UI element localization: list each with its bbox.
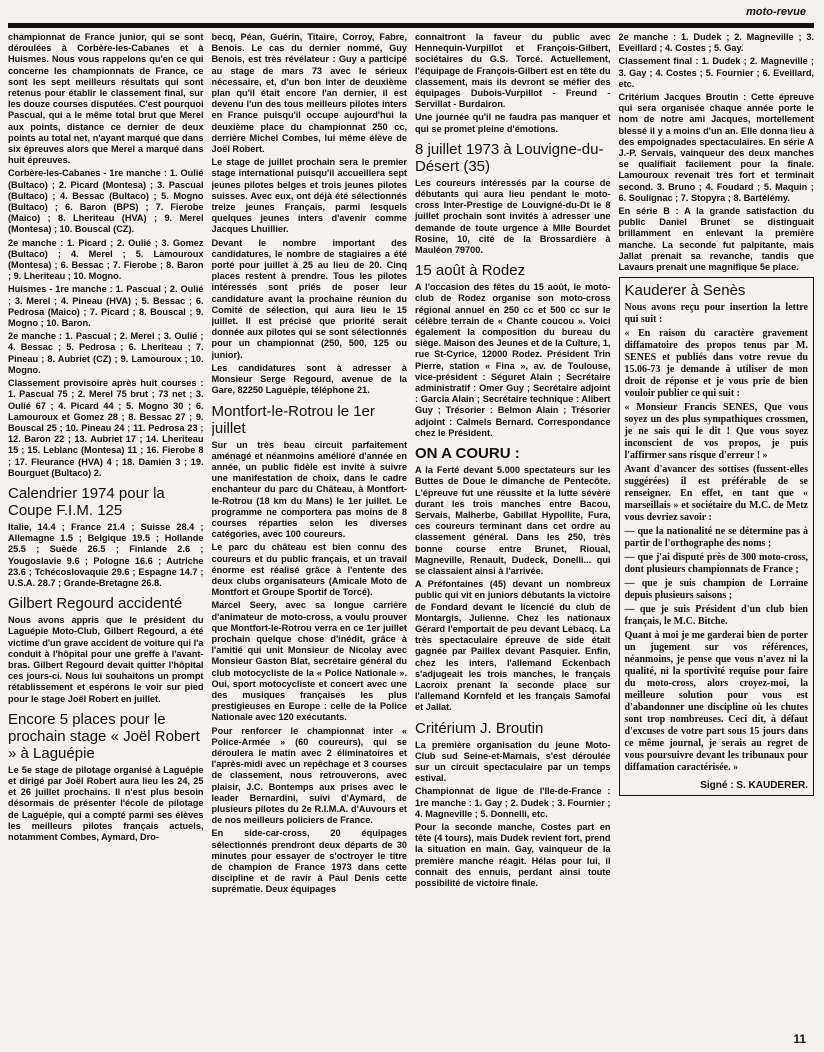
heading-regourd: Gilbert Regourd accidenté (8, 595, 183, 613)
paragraph: Les candidatures sont à adresser à Monsieur Serge Regourd, avenue de la Gare, 82250 Laguépie, téléphone 21. (211, 362, 407, 396)
heading-calendrier: Calendrier 1974 pour la Coupe F.I.M. 125 (8, 484, 165, 519)
paragraph: Pour la seconde manche, Costes part en tête (4 tours), mais Dudek revient fort, prend la situation en main. Gay, vainqueur de la première manche réagit. Hélas pour lui, il connait des ennuis, perdant ainsi toute possibilité de victoire finale. (415, 821, 611, 888)
paragraph: A la Ferté devant 5.000 spectateurs sur les Buttes de Doue le dimanche de Pentecôte. L'épreuve fut une réussite et la lutte sévère durant les trois manches entre Bacou, Servais, Malherbe, Gabillat Hypollite, Fura, ces coureurs terminant dans cet ordre au classement général. Dans les 250, très bonne course entre Brunet, Rioual, Magneville, Renault, Dudeck, Donelli... qui se classaient ainsi à l'arrivée. (415, 465, 611, 576)
paragraph: Pour renforcer le championnat inter « Police-Armée » (60 coureurs), qui se déroulera le matin avec 2 éliminatoires et l'après-midi avec un repêchage et 3 courses de classement, nous retrouverons, avec plaisir, J.C. Bontemps aux prises avec le leader Bernardini, suivi d'Aymard, de plusieurs pilotes du 2e R.I.M.A. d'Auvours et de nos meilleurs policiers de France. (211, 725, 407, 826)
heading-rodez: 15 août à Rodez (415, 262, 526, 280)
column-1 (8, 32, 204, 1027)
paragraph: Nous avons appris que le président du Laguépie Moto-Club, Gilbert Regourd, a été victime d'un grave accident de voiture qui l'a conduit à l'hôpital pour une greffe à l'avant-bras. Gilbert Regourd devait quitter l'hôpital ces jours-ci. Nous lui souhaitons un prompt rétablissement et espérons le voir sur pied pour le stage Joël Robert en juillet. (8, 615, 204, 704)
paragraph: Classement final : 1. Dudek ; 2. Magneville ; 3. Gay ; 4. Costes ; 5. Fournier ; 6. Eveillard, etc. (618, 56, 814, 89)
paragraph: Devant le nombre important des candidatures, le nombre de stagiaires a été porté pour juillet à 25 au lieu de 20. Cinq places restent à prendre. Tous les pilotes intéressés sont priés de poser leur candidature avant la prochaine réunion du Comité de sélection, qui aura lieu le 15 juillet. Il est précisé que priorité serait donnée aux pilotes qui se sont sélectionnés pour un championnat (250, 500, 125 ou junior). (211, 237, 407, 360)
paragraph: Critérium Jacques Broutin : Cette épreuve qui sera organisée chaque année porte le nom de notre ami Jacques, mortellement blessé il y a moins d'un an. Elle donna lieu à des empoignades spectaculaires. En série A J.-P. Servais, vainqueur des deux manches se qualifiait facilement pour la finale. Lamouroux revenait très fort et terminait second. 3. Bruno ; 4. Foudard ; 5. Maquin ; 6. Soulignac ; 7. Stopyra ; 8. Bartélémy. (618, 92, 814, 203)
heading-kauderer: Kauderer à Senès (624, 282, 746, 300)
column-4 (619, 32, 815, 1027)
paragraph: 2e manche : 1. Pascual ; 2. Merel ; 3. Oulié ; 4. Bessac ; 5. Pedrosa ; 6. Lheriteau ; 7. Pineau ; 8. Aubriet (CZ) ; 9. Lamouroux ; 10. Mogno. (8, 331, 204, 375)
column-2 (212, 32, 408, 1027)
paragraph: Classement provisoire après huit courses : 1. Pascual 75 ; 2. Merel 75 brut ; 73 net ; 3. Oulié 67 ; 4. Picard 44 ; 5. Mogno 30 ; 6. Lamouroux et Gomez 28 ; 8. Bessac 27 ; 9. Bouscal 25 ; 10. Pineau 24 ; 11. Pedrosa 23 ; 12. Baron 22 ; 13. Aubriet 17 ; 14. Lheriteau 15 ; 15. Leblanc (Montesa) 11 ; 16. Fierobe 8 ; 17. Fleurance (HVA) 4 ; 18. Damien 3 ; 19. Bourguet (Bultaco) 2. (8, 378, 204, 478)
header-rule (8, 23, 814, 28)
paragraph: Les coureurs intéressés par la course de débutants qui aura lieu pendant le moto-cross Inter-Prestige de Louvigné-du-Dt le 8 juillet prochain sont invités à adresser une demande de toute urgence à Mlle Bourdet Rosine, 10, cité de la Brossardière à Mauléon 79700. (415, 177, 611, 256)
paragraph: Le 5e stage de pilotage organisé à Laguépie et dirigé par Joël Robert aura lieu les 24, 25 et 26 juillet prochains. Il n'est plus besoin désormais de présenter l'école de pilotage de Laguépie, qui a compté parmi ses élèves les meilleurs pilotes français actuels, notamment Combes, Aymard, Dro- (8, 764, 204, 842)
paragraph: Huismes - 1re manche : 1. Pascual ; 2. Oulié ; 3. Merel ; 4. Pineau (HVA) ; 5. Bessac ; 6. Pedrosa (Maico) ; 7. Picard ; 8. Bouscal ; 9. Mogno ; 10. Baron. (8, 284, 204, 329)
paragraph: En side-car-cross, 20 équipages sélectionnés prendront deux départs de 30 minutes pour essayer de s'octroyer le titre de champion de France 1973 dans cette discipline et de ravir à Paul Denis cette suprématie. Deux équipages (211, 828, 407, 895)
paragraph: — que j'ai disputé près de 300 moto-cross, dont plusieurs championnats de France ; (624, 552, 808, 576)
column-3 (415, 32, 611, 1027)
heading-broutin: Critérium J. Broutin (415, 719, 544, 737)
signature: Signé : S. KAUDERER. (700, 780, 808, 792)
paragraph: Nous avons reçu pour insertion la lettre qui suit : (624, 302, 808, 326)
paragraph: Sur un très beau circuit parfaitement aménagé et néanmoins amélioré d'année en année, un public fidèle est invité à suivre une manifestation de choix, dans le cadre enchanteur du parc du Château, à Montfort-le-Rotrou (18 km du Mans) le 1er juillet. Le programme ne comportera pas moins de 8 courses réparties selon les diverses catégories, avec 100 coureurs. (211, 439, 407, 540)
article-columns (8, 32, 814, 1027)
heading-on-a-couru: ON A COURU : (415, 445, 520, 463)
paragraph: 2e manche : 1. Picard ; 2. Oulié ; 3. Gomez (Bultaco) ; 4. Merel ; 5. Lamouroux (Montesa) ; 6. Bessac ; 7. Fierobe ; 8. Baron ; 9. Lheriteau ; 10. Mogno. (8, 237, 204, 282)
paragraph: En série B : A la grande satisfaction du public Daniel Brunet se distinguait brillamment en enlevant la première manche. La seconde fut palpitante, mais Jallat prenait sa revanche, tandis que Lavaurs prenait une magnifique 5e place. (618, 206, 814, 273)
heading-stage: Encore 5 places pour le prochain stage « Joël Robert » à Laguépie (8, 710, 200, 762)
heading-louvigne: 8 juillet 1973 à Louvigne-du-Désert (35) (415, 140, 604, 175)
magazine-header: moto-revue (746, 6, 806, 18)
heading-montfort: Montfort-le-Rotrou le 1er juillet (211, 402, 375, 437)
paragraph: « Monsieur Francis SENES, Que vous soyez un des plus sympathiques crossmen, je ne sais qui le dit ! Que vous soyez inconscient de vos propos, je puis l'affirmer sans risque d'erreur ! » (624, 402, 808, 462)
paragraph: Quant à moi je me garderai bien de porter un jugement sur vos références, néanmoins, je pense que vous n'avez ni la qualité, ni la sportivité requise pour faire du moto-cross, alors croyez-moi, la meilleure solution pour vous est d'abandonner une discipline où les chutes sont trop nombreuses. Ceci dit, à défaut d'excuses de votre part sous 15 jours dans ce même journal, je serais au regret de vous poursuivre devant les tribunaux pour diffamation caractérisée. » (624, 630, 808, 774)
paragraph: — que je suis Président d'un club bien français, le M.C. Bitche. (624, 604, 808, 628)
page-number: 11 (793, 1032, 806, 1046)
paragraph: Le parc du château est bien connu des coureurs et du public français, et un travail énorme est réalisé grâce à l'entente des deux clubs organisateurs (Amicale Moto de Montfort et Groupe Sportif de Torcé). (211, 542, 407, 598)
paragraph: Italie, 14.4 ; France 21.4 ; Suisse 28.4 ; Allemagne 1.5 ; Belgique 19.5 ; Hollande 25.5 ; Suède 26.5 ; Finlande 2.6 ; Yougoslavie 9.6 ; Pologne 16.6 ; Autriche 23.6 ; Tchécoslovaquie 29.6 ; Espagne 14.7 ; U.S.A. 28.7 ; Grande-Bretagne 26.8. (8, 521, 204, 588)
paragraph: — que je suis champion de Lorraine depuis plusieurs saisons ; (624, 578, 808, 602)
paragraph: Corbère-les-Cabanes - 1re manche : 1. Oulié (Bultaco) ; 2. Picard (Montesa) ; 3. Pascual (Bultaco) ; 4. Bessac (Bultaco) ; 5. Mogno (Bultaco) ; 6. Baron (BPS) ; 7. Fierobe (Maico) ; 8. Lheriteau (HVA) ; 9. Merel (Montesa) ; 10. Bouscal (CZ). (8, 168, 204, 235)
paragraph: Avant d'avancer des sottises (fussent-elles suggérées) il est préférable de se renseigner. En effet, en tant que « marseillais » et sociétaire du M.C. de Metz vous devriez savoir : (624, 464, 808, 524)
paragraph: A Préfontaines (45) devant un nombreux public qui vit en juniors débutants la victoire de Fondard devant le licencié du club de Montargis, Julienne. Chez les nationaux Gérard l'emportait de peu devant Lebacq. La très spectaculaire épreuve de side était gagnée par Paillex devant Pasquier. Enfin, chez les inters, l'allemand Eckenbach s'adjugeait les trois manches, le français Lacroix prenant la seconde place sur l'allemand Kornfeld et les français Samofal et Jallat. (415, 579, 611, 713)
paragraph: La première organisation du jeune Moto-Club sud Seine-et-Marnais, s'est déroulée sur un circuit spectaculaire par un temps estival. (415, 739, 611, 784)
paragraph: — que la nationalité ne se détermine pas à partir de l'orthographe des noms ; (624, 526, 808, 550)
paragraph: Championnat de ligue de l'Ile-de-France : 1re manche : 1. Gay ; 2. Dudek ; 3. Fournier ; 4. Magneville ; 5. Donnelli, etc. (415, 786, 611, 819)
paragraph: Le stage de juillet prochain sera le premier stage international puisqu'il accueillera sept jeunes pilotes belges et trois jeunes pilotes suisses. Avec eux, ont déjà été sélectionnés treize jeunes Français, parmi lesquels quelques jeunes inters d'avenir comme Jacques Lhuillier. (211, 157, 407, 235)
paragraph: A l'occasion des fêtes du 15 août, le moto-club de Rodez organise son moto-cross régional annuel en 250 cc et 500 cc sur le célèbre terrain de « Chante coucou ». Voici également la composition du bureau du siège. Maison des Jeunes et de la Culture, 1, rue St-Cyrice, 12000 Rodez. Président Trin Pierre, station « Fina », av. de Toulouse, vice-président : Séguret Alain ; Secrétaire administratif : Omer Guy ; Secrétaire adjoint : Garcia Alain ; Secrétaire technique : Alibert Guy ; Trésorier : Belmon Alain ; Trésorier adjoint : Calmels Bernard. Correspondance chez le Président. (415, 282, 611, 438)
paragraph: connaitront la faveur du public avec Hennequin-Vurpillot et François-Gilbert, sociétaires du G.S. Torcé. Actuellement, l'équipage de François-Gilbert est en tête du classement, mais ils devront se méfier des équipages Dubois-Vurpillot - Freund - Servillat - Burdairon. (415, 32, 611, 110)
paragraph: Une journée qu'il ne faudra pas manquer et qui se promet pleine d'émotions. (415, 112, 611, 134)
paragraph: becq, Péan, Guérin, Titaire, Corroy, Fabre, Benois. Le cas du dernier nommé, Guy Benois, est très révélateur : Guy a participé au stage de mars 73 avec le sérieux nécessaire, et, d'un bon inter de deuxième plan qu'il était encore l'an dernier, il est devenu l'un des tous meilleurs pilotes inters en France puisqu'il occupe aujourd'hui la deuxième place du championnat 250 cc, derrière Michel Combes, lui même élève de Joël Robert. (211, 32, 407, 155)
paragraph: championnat de France junior, qui se sont déroulées à Corbère-les-Cabanes et à Huismes. Nous vous rappelons qu'en ce qui concerne les championnats de France, ce sont les sept meilleurs résultats qui sont retenus pour établir le classement final, sur les douze courses disputées. C'est pourquoi Pascual, qui a le même total brut que Merel aux points, distance ce dernier de deux points au total net, n'ayant marqué que dans six épreuves alors que Merel a marqué dans huit épreuves. (8, 32, 204, 166)
paragraph: 2e manche : 1. Dudek ; 2. Magneville ; 3. Eveillard ; 4. Costes ; 5. Gay. (618, 32, 814, 54)
paragraph: « En raison du caractère gravement diffamatoire des propos tenus par M. SENES et publiés dans votre revue du 15.06-73 je demande à utiliser de mon droit de réponse et je vous prie de bien vouloir publier ce qui suit : (624, 328, 808, 400)
kauderer-box (619, 277, 815, 796)
paragraph: Marcel Seery, avec sa longue carrière d'animateur de moto-cross, a voulu prouver que Montfort-le-Rotrou verra en ce 1er juillet prochain quelque chose d'inédit, grâce à l'amitié qui unit Monsieur de Nicolay avec Monsieur Gaston Blat, secrétaire général du club motocycliste de la « Police Nationale ». Oui, sport motocycliste et concert avec une des musiques françaises les plus prestigieuses en Europe : celle de la Police Nationale avec 120 exécutants. (211, 600, 407, 723)
